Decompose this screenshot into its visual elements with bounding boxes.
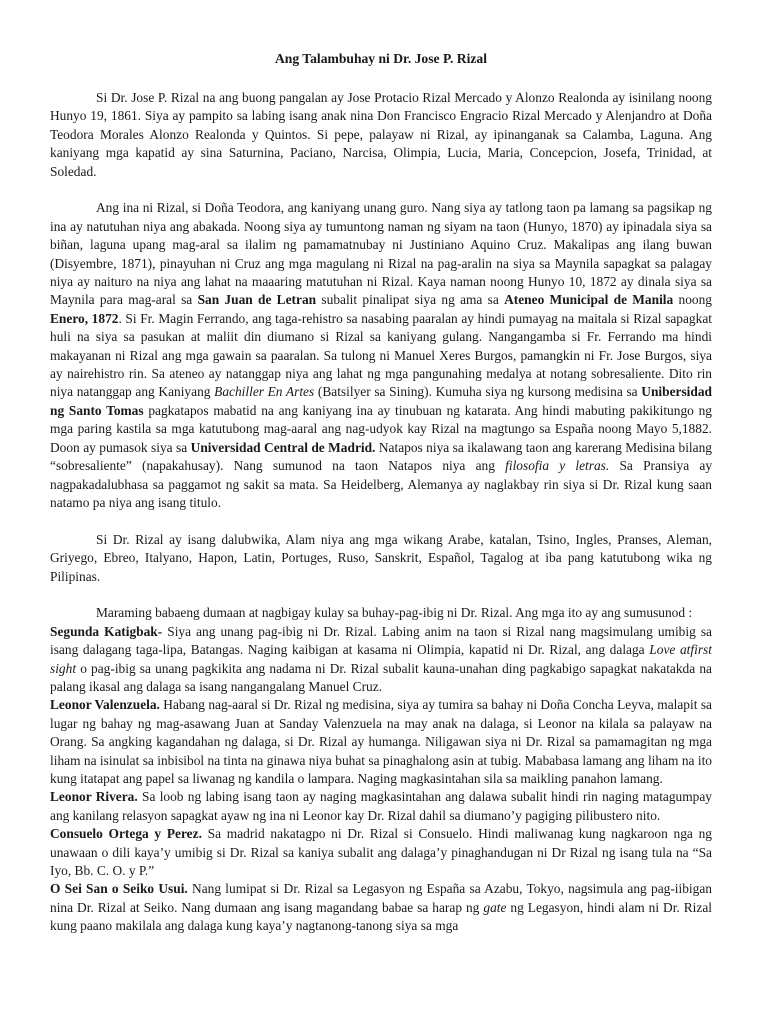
text-run: pagkatapos mabatid na ang kaniyang ina ay tinubuan ng katarata. Ang hindi mabuting pakikitungo ng mga paring kastila sa mga katutubong mag-aaral ang nag-udyok kay Rizal na magtungo sa España noong Mayo 5,1882. Doon ay pumasok siya sa	[50, 402, 712, 455]
text-run: . Si Fr. Magin Ferrando, ang taga-rehistro sa nasabing paaralan ay hindi pumayag na maitala si Rizal sapagkat huli na siya sa pasukan at maliit din diumano si Rizal sa kaniyang gulang. Nangangamba si Fr. Ferrando ma hindi makayanan ni Rizal ang mga gawain sa paaralan. Sa tulong ni Manuel Xeres Burgos, pamangkin ni Fr. Jose Burgos, siya ay nairehistro rin. Sa ateneo ay natanggap niya ang lahat ng mga pangunahing medalya at notang sobresaliente. Dito rin niya natanggap ang Kaniyang	[50, 310, 712, 400]
italic-term: Bachiller En Artes	[214, 384, 315, 400]
entry-name: O Sei San o Seiko Usui.	[50, 881, 188, 897]
document-title: Ang Talambuhay ni Dr. Jose P. Rizal	[274, 51, 487, 66]
entry-consuelo-ortega	[50, 825, 712, 880]
paragraph-languages	[50, 531, 712, 586]
entry-name: Leonor Valenzuela.	[50, 697, 160, 713]
text-run: Ang ina ni Rizal, si Doña Teodora, ang kaniyang unang guro. Nang siya ay tatlong taon pa lamang sa pagsikap ng ina ay natutuhan niya ang abakada. Noong siya ay tumuntong naman ng siyam na taon (Hunyo, 1870) ay ipinadala siya sa biñan, laguna upang mag-aral sa ilalim ng pamamatnubay ni Justiniano Aquino Cruz. Makalipas ang ilang buwan (Disyembre, 1871), pinayuhan ni Cruz ang mga magulang ni Rizal na pag-aralin na siya sa Maynila sapagkat sa palagay niya ay naituro na niya ang lahat na maaaring matutuhan ni Rizal. Kaya naman noong Hunyo 10, 1872 ay dinala siya sa Maynila para mag-aral sa	[50, 200, 712, 308]
text-run: Habang nag-aaral si Dr. Rizal ng medisina, siya ay tumira sa bahay ni Doña Concha Leyva, malapit sa lugar ng bahay ng mag-asawang Juan at Sanday Valenzuela na may anak na dalaga, si Leonor na kilala sa palayaw na Orang. Sa angking kagandahan ng dalaga, si Dr. Rizal ay humanga. Niligawan siya ni Dr. Rizal sa pamamagitan ng mga liham na isinulat sa inbisibol na tinta na ginawa niya buhat sa pinaghalong asin at tubig. Mababasa lamang ang liham na ito kung itatapat ang papel sa liwanag ng kandila o lampara. Naging magkasintahan sila sa maikling panahon lamang.	[50, 697, 712, 786]
text-run: subalit pinalipat siya ng ama sa	[321, 292, 499, 308]
entry-name: Segunda Katigbak-	[50, 623, 163, 639]
bold-term: Ateneo Municipal de Manila	[504, 292, 674, 308]
text-run: ng Legasyon, hindi alam ni Dr. Rizal kung paano makilala ang dalaga kung kaya’y nagtanong-tanong siya sa mga	[50, 899, 712, 934]
paragraph-text: Maraming babaeng dumaan at nagbigay kulay sa buhay-pag-ibig ni Dr. Rizal. Ang mga ito ay ang sumusunod :	[96, 605, 693, 621]
italic-term: Love at	[649, 642, 691, 658]
text-run: Siya ang unang pag-ibig ni Dr. Rizal. Labing anim na taon si Rizal nang magsimulang umibig sa isang dalagang taga-lipa, Batangas. Naging kaibigan at kasama ni Olimpia, kapatid ni Dr. Rizal, ang dalaga	[50, 623, 712, 658]
text-run: noong	[678, 292, 712, 308]
bold-term: Enero, 1872	[50, 310, 119, 326]
entry-leonor-rivera	[50, 788, 712, 825]
text-run: Nang lumipat si Dr. Rizal sa Legasyon ng España sa Azabu, Tokyo, nagsimula ang pag-iibigan nina Dr. Rizal at Seiko. Nang dumaan ang isang magandang babae sa harap ng	[50, 881, 712, 915]
text-run: Natapos niya sa ikalawang taon ang karerang Medisina bilang “sobresaliente” (napakahusay). Nang sumunod na taon Natapos niya ang	[50, 439, 712, 474]
paragraph-birth	[50, 89, 712, 181]
italic-term: filosofia y letras.	[505, 458, 610, 474]
text-run: Sa madrid nakatagpo ni Dr. Rizal si Consuelo. Hindi maliwanag kung nagkaroon nga ng unawaan o dili kaya’y umibig si Dr. Rizal sa kaniya subalit ang dalaga’y pinaghandugan ni Dr Rizal ng isang tula na “Sa Iyo, Bb. C. O. y P.”	[50, 826, 712, 879]
bold-term: Unibersidad ng Santo Tomas	[50, 384, 712, 418]
paragraph-text: Si Dr. Rizal ay isang dalubwika, Alam niya ang mga wikang Arabe, katalan, Tsino, Ingles, Pranses, Aleman, Griyego, Ebreo, Italyano, Hapon, Latin, Portuges, Ruso, Sanskrit, Español, Tagalog at iba pang katutubong wika ng Pilipinas.	[50, 531, 712, 584]
text-run: o pag-ibig sa unang pagkikita ang nadama ni Dr. Rizal subalit kauna-unahan ding pagkabigo sapagkat nakatakda na palang ikasal ang dalaga sa isang nangangalang Manuel Cruz.	[50, 660, 712, 694]
paragraph-text: Si Dr. Jose P. Rizal na ang buong pangalan ay Jose Protacio Rizal Mercado y Alonzo Realonda ay isinilang noong Hunyo 19, 1861. Siya ay pampito sa labing isang anak nina Don Francisco Engracio Rizal Mercado y Alenjandro at Doña Teodora Morales Alonzo Realonda y Quintos. Si pepe, palayaw ni Rizal, ay ipinanganak sa Calamba, Laguna. Ang kaniyang mga kapatid ay sina Saturnina, Paciano, Narcisa, Olimpia, Lucia, Maria, Concepcion, Josefa, Trinidad, at Soledad.	[50, 90, 712, 179]
paragraph-education	[50, 199, 712, 512]
text-run: Sa loob ng labing isang taon ay naging magkasintahan ang dalawa subalit hindi rin naging matagumpay ang kanilang relasyon sapagkat ayaw ng ina ni Leonor kay Dr. Rizal dahil sa diumano’y pagiging pilibustero nito.	[50, 789, 712, 823]
text-run: (Batsilyer sa Sining). Kumuha siya ng kursong medisina sa	[317, 384, 638, 400]
bold-term: Universidad Central de Madrid.	[190, 439, 376, 455]
entry-seiko-usui	[50, 880, 712, 935]
bold-term: San Juan de Letran	[197, 292, 317, 308]
italic-term: gate	[483, 899, 507, 915]
entry-name: Leonor Rivera.	[50, 789, 138, 805]
entry-name: Consuelo Ortega y Perez.	[50, 826, 202, 842]
text-run: Sa Pransiya ay nagpakadalubhasa sa paggamot ng sakit sa mata. Sa Heidelberg, Alemanya ay naglakbay rin siya si Dr. Rizal kung saan natamo pa niya ang isang titulo.	[50, 458, 713, 510]
italic-term: first sight	[50, 642, 712, 676]
entry-leonor-valenzuela	[50, 696, 712, 788]
paragraph-loves-intro	[50, 604, 712, 622]
entry-segunda-katigbak	[50, 623, 712, 697]
